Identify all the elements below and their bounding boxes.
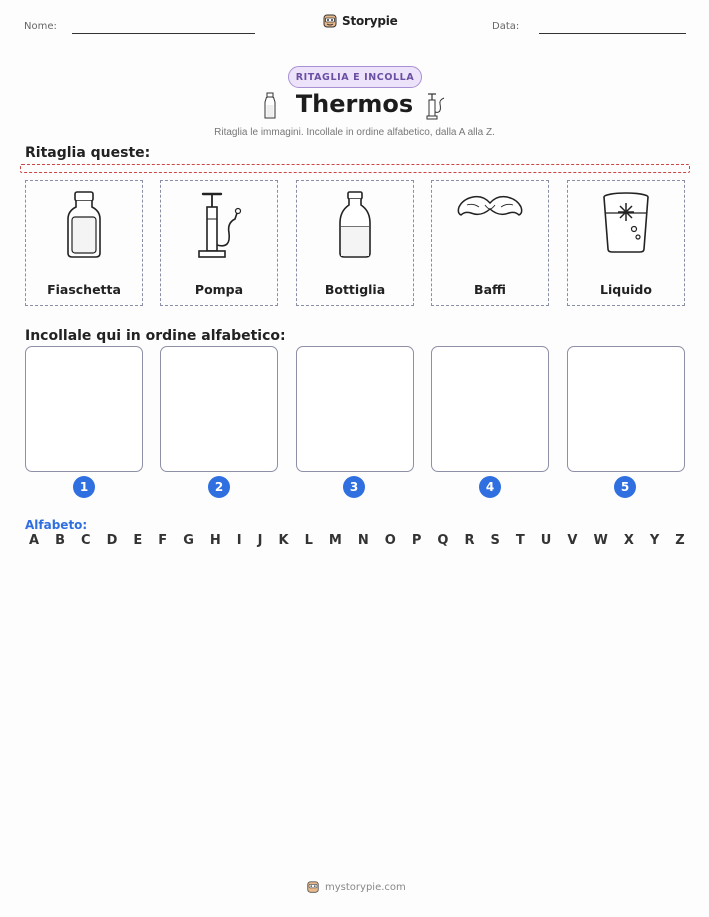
cut-card-liquido[interactable] xyxy=(567,180,685,306)
card-label: Liquido xyxy=(600,282,652,297)
mustache-icon xyxy=(455,189,525,229)
cut-card-baffi[interactable] xyxy=(431,180,549,306)
alphabet-letter: W xyxy=(593,533,608,548)
alphabet-letter: A xyxy=(29,533,40,548)
alphabet-letter: S xyxy=(490,533,500,548)
alphabet-letter: Y xyxy=(649,533,660,548)
alphabet-letter: N xyxy=(357,533,369,548)
date-line[interactable] xyxy=(539,33,686,34)
alphabet-letter: O xyxy=(384,533,396,548)
card-label: Baffi xyxy=(474,282,506,297)
pump-small-icon xyxy=(426,92,446,120)
bottle-icon xyxy=(335,189,375,261)
alphabet-letter: Z xyxy=(675,533,685,548)
alphabet-letter: J xyxy=(257,533,263,548)
paste-slot-2[interactable] xyxy=(160,346,278,472)
slot-number-2: 2 xyxy=(208,476,230,498)
paste-slot-5[interactable] xyxy=(567,346,685,472)
alphabet-letter: P xyxy=(411,533,422,548)
alphabet-letter: T xyxy=(515,533,525,548)
cut-heading: Ritaglia queste: xyxy=(25,145,151,161)
flask-icon xyxy=(64,189,104,261)
slot-number-1: 1 xyxy=(73,476,95,498)
alphabet-letter: F xyxy=(158,533,168,548)
alphabet-letter: E xyxy=(133,533,143,548)
date-label: Data: xyxy=(492,21,520,32)
alphabet-title: Alfabeto: xyxy=(25,518,88,532)
storypie-mascot-icon xyxy=(306,880,320,894)
alphabet-letter: G xyxy=(183,533,194,548)
slot-number-4: 4 xyxy=(479,476,501,498)
alphabet-letter: K xyxy=(278,533,289,548)
alphabet-letter: D xyxy=(106,533,118,548)
cut-card-pompa[interactable] xyxy=(160,180,278,306)
cut-line xyxy=(20,164,690,173)
paste-heading: Incollale qui in ordine alfabetico: xyxy=(25,328,286,344)
paste-slot-3[interactable] xyxy=(296,346,414,472)
paste-slot-1[interactable] xyxy=(25,346,143,472)
instructions: Ritaglia le immagini. Incollale in ordine alfabetico, dalla A alla Z. xyxy=(214,127,495,138)
alphabet-row xyxy=(29,533,685,548)
alphabet-letter: H xyxy=(209,533,221,548)
cut-card-fiaschetta[interactable] xyxy=(25,180,143,306)
alphabet-letter: X xyxy=(623,533,634,548)
name-label: Nome: xyxy=(24,21,57,32)
page-title: Thermos xyxy=(295,90,414,118)
footer-url[interactable]: mystorypie.com xyxy=(325,881,406,893)
alphabet-letter: R xyxy=(464,533,475,548)
footer xyxy=(306,880,406,894)
name-line[interactable] xyxy=(72,33,255,34)
alphabet-letter: M xyxy=(328,533,342,548)
alphabet-letter: C xyxy=(81,533,91,548)
iced-drink-icon xyxy=(600,189,652,255)
card-label: Pompa xyxy=(194,282,244,297)
card-label: Bottiglia xyxy=(324,282,386,297)
alphabet-letter: B xyxy=(55,533,65,548)
alphabet-letter: I xyxy=(236,533,242,548)
brand-logo xyxy=(322,13,398,29)
slot-number-5: 5 xyxy=(614,476,636,498)
activity-badge: RITAGLIA E INCOLLA xyxy=(288,66,422,88)
alphabet-letter: L xyxy=(304,533,313,548)
card-label: Fiaschetta xyxy=(47,282,121,297)
alphabet-letter: U xyxy=(540,533,552,548)
storypie-mascot-icon xyxy=(322,13,338,29)
alphabet-letter: V xyxy=(567,533,578,548)
brand-name: Storypie xyxy=(342,14,398,28)
paste-slot-4[interactable] xyxy=(431,346,549,472)
alphabet-letter: Q xyxy=(437,533,449,548)
slot-number-3: 3 xyxy=(343,476,365,498)
pump-icon xyxy=(191,189,247,261)
cut-card-bottiglia[interactable] xyxy=(296,180,414,306)
